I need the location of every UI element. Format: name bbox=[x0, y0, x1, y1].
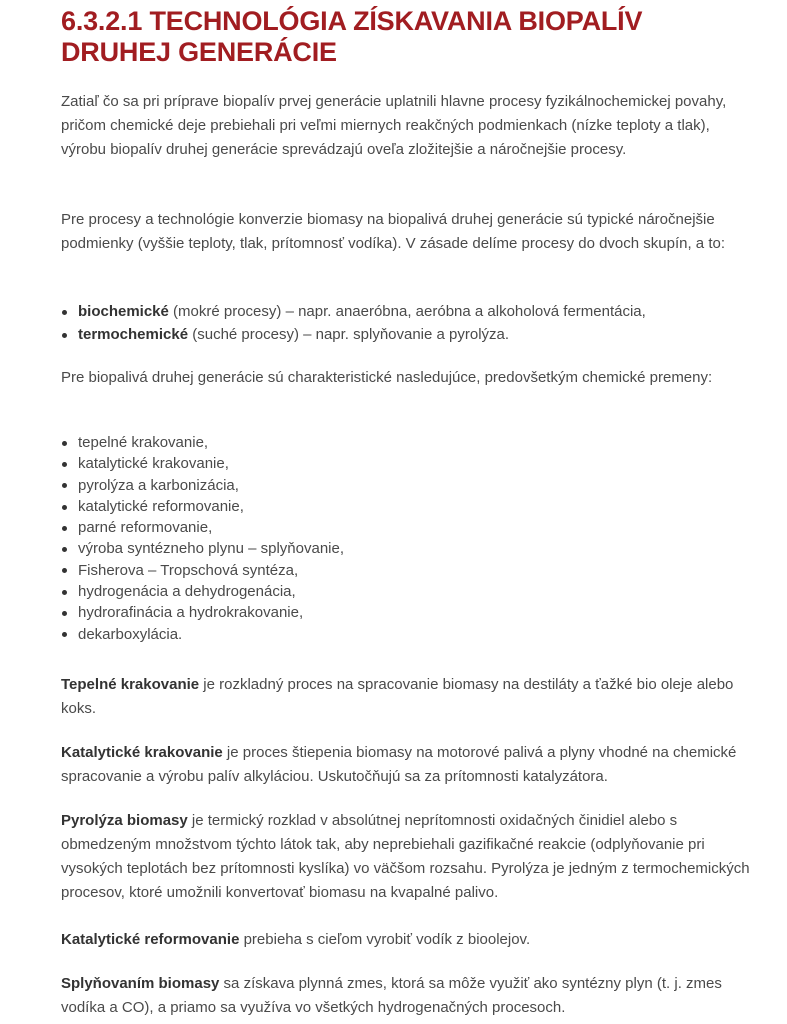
bullet-icon bbox=[62, 547, 67, 552]
list-item-text: katalytické krakovanie, bbox=[78, 455, 229, 473]
list-item bbox=[61, 453, 344, 474]
list-item-text: hydrorafinácia a hydrokrakovanie, bbox=[78, 604, 304, 622]
conditions-paragraph: Pre procesy a technológie konverzie biomasy na biopalivá druhej generácie sú typické náročnejšie podmienky (vyššie teploty, tlak, prítomnosť vodíka). V zásade delíme procesy do dvoch skupín, a to: bbox=[61, 211, 725, 252]
definition-term: Splyňovaním biomasy bbox=[61, 975, 220, 992]
bullet-icon bbox=[62, 632, 67, 637]
definition-term: Tepelné krakovanie bbox=[61, 676, 200, 693]
list-item-text: tepelné krakovanie, bbox=[78, 434, 209, 451]
definition-paragraph bbox=[61, 741, 751, 789]
list-item bbox=[61, 496, 344, 517]
definition-text: prebieha s cieľom vyrobiť vodík z bioolejov. bbox=[239, 931, 531, 948]
section-heading: 6.3.2.1 TECHNOLÓGIA ZÍSKAVANIA BIOPALÍV DRUHEJ GENERÁCIE bbox=[61, 6, 643, 67]
reactions-intro-paragraph: Pre biopalivá druhej generácie sú charakteristické nasledujúce, predovšetkým chemické premeny: bbox=[61, 369, 713, 386]
definition-term: Pyrolýza biomasy bbox=[61, 812, 188, 829]
definition-paragraph bbox=[61, 809, 751, 905]
bullet-icon bbox=[62, 462, 67, 467]
list-item bbox=[61, 300, 646, 323]
list-item bbox=[61, 581, 344, 602]
list-item-term: biochemické bbox=[78, 303, 169, 320]
definition-text: je termický rozklad v absolútnej neprítomnosti oxidačných činidiel alebo s obmedzeným množstvom týchto látok tak, aby neprebiehali gazifikačné reakcie (odplyňovanie pri vysokých teplotách bez prítomnosti kyslíka) vo väčšom rozsahu. Pyrolýza je jedným z termochemických procesov, ktoré umožnili konvertovať biomasu na kvapalné palivo. bbox=[61, 812, 750, 901]
list-item-text: dekarboxylácia. bbox=[78, 625, 183, 643]
definition-term: Katalytické krakovanie bbox=[61, 744, 223, 761]
process-groups-list bbox=[61, 300, 646, 346]
intro-paragraph: Zatiaľ čo sa pri príprave biopalív prvej generácie uplatnili hlavne procesy fyzikálnochemickej povahy, pričom chemické deje prebiehali pri veľmi miernych reakčných podmienkach (nízke teploty a tlak), výrobu biopalív druhej generácie sprevádzajú oveľa zložitejšie a náročnejšie procesy. bbox=[61, 93, 727, 158]
list-item bbox=[61, 475, 344, 496]
list-item-text: Fisherova – Tropschová syntéza, bbox=[78, 561, 299, 579]
list-item-text: (suché procesy) – napr. splyňovanie a pyrolýza. bbox=[188, 326, 510, 343]
list-item bbox=[61, 432, 344, 453]
bullet-icon bbox=[62, 590, 67, 595]
article bbox=[61, 0, 751, 1016]
list-item-text: hydrogenácia a dehydrogenácia, bbox=[78, 583, 296, 601]
bullet-icon bbox=[62, 568, 67, 573]
bullet-icon bbox=[62, 611, 67, 616]
list-item bbox=[61, 560, 344, 581]
list-item-text: pyrolýza a karbonizácia, bbox=[78, 476, 239, 494]
bullet-icon bbox=[62, 441, 67, 446]
bullet-icon bbox=[62, 505, 67, 510]
bullet-icon bbox=[62, 310, 67, 315]
list-item bbox=[61, 624, 344, 645]
definition-text: je rozkladný proces na spracovanie biomasy na destiláty a ťažké bio oleje alebo koks. bbox=[61, 676, 734, 717]
definition-paragraph bbox=[61, 972, 751, 1020]
list-item-term: termochemické bbox=[78, 326, 189, 343]
list-item bbox=[61, 517, 344, 538]
list-item-text: katalytické reformovanie, bbox=[78, 497, 244, 515]
list-item-text: výroba syntézneho plynu – splyňovanie, bbox=[78, 540, 345, 558]
definition-term: Katalytické reformovanie bbox=[61, 931, 240, 948]
list-item bbox=[61, 538, 344, 559]
definition-text: je proces štiepenia biomasy na motorové palivá a plyny vhodné na chemické spracovanie a výrobu palív alkyláciou. Uskutočňujú sa za prítomnosti katalyzátora. bbox=[61, 744, 737, 785]
reactions-list bbox=[61, 432, 344, 645]
list-item bbox=[61, 602, 344, 623]
list-item bbox=[61, 323, 646, 346]
definition-paragraph bbox=[61, 673, 751, 721]
bullet-icon bbox=[62, 333, 67, 338]
definition-paragraph bbox=[61, 928, 530, 952]
bullet-icon bbox=[62, 483, 67, 488]
list-item-text: parné reformovanie, bbox=[78, 519, 213, 537]
definition-text: sa získava plynná zmes, ktorá sa môže využiť ako syntézny plyn (t. j. zmes vodíka a CO), a priamo sa využíva vo všetkých hydrogenačných procesoch. bbox=[61, 975, 722, 1016]
bullet-icon bbox=[62, 526, 67, 531]
list-item-text: (mokré procesy) – napr. anaeróbna, aeróbna a alkoholová fermentácia, bbox=[168, 303, 646, 320]
